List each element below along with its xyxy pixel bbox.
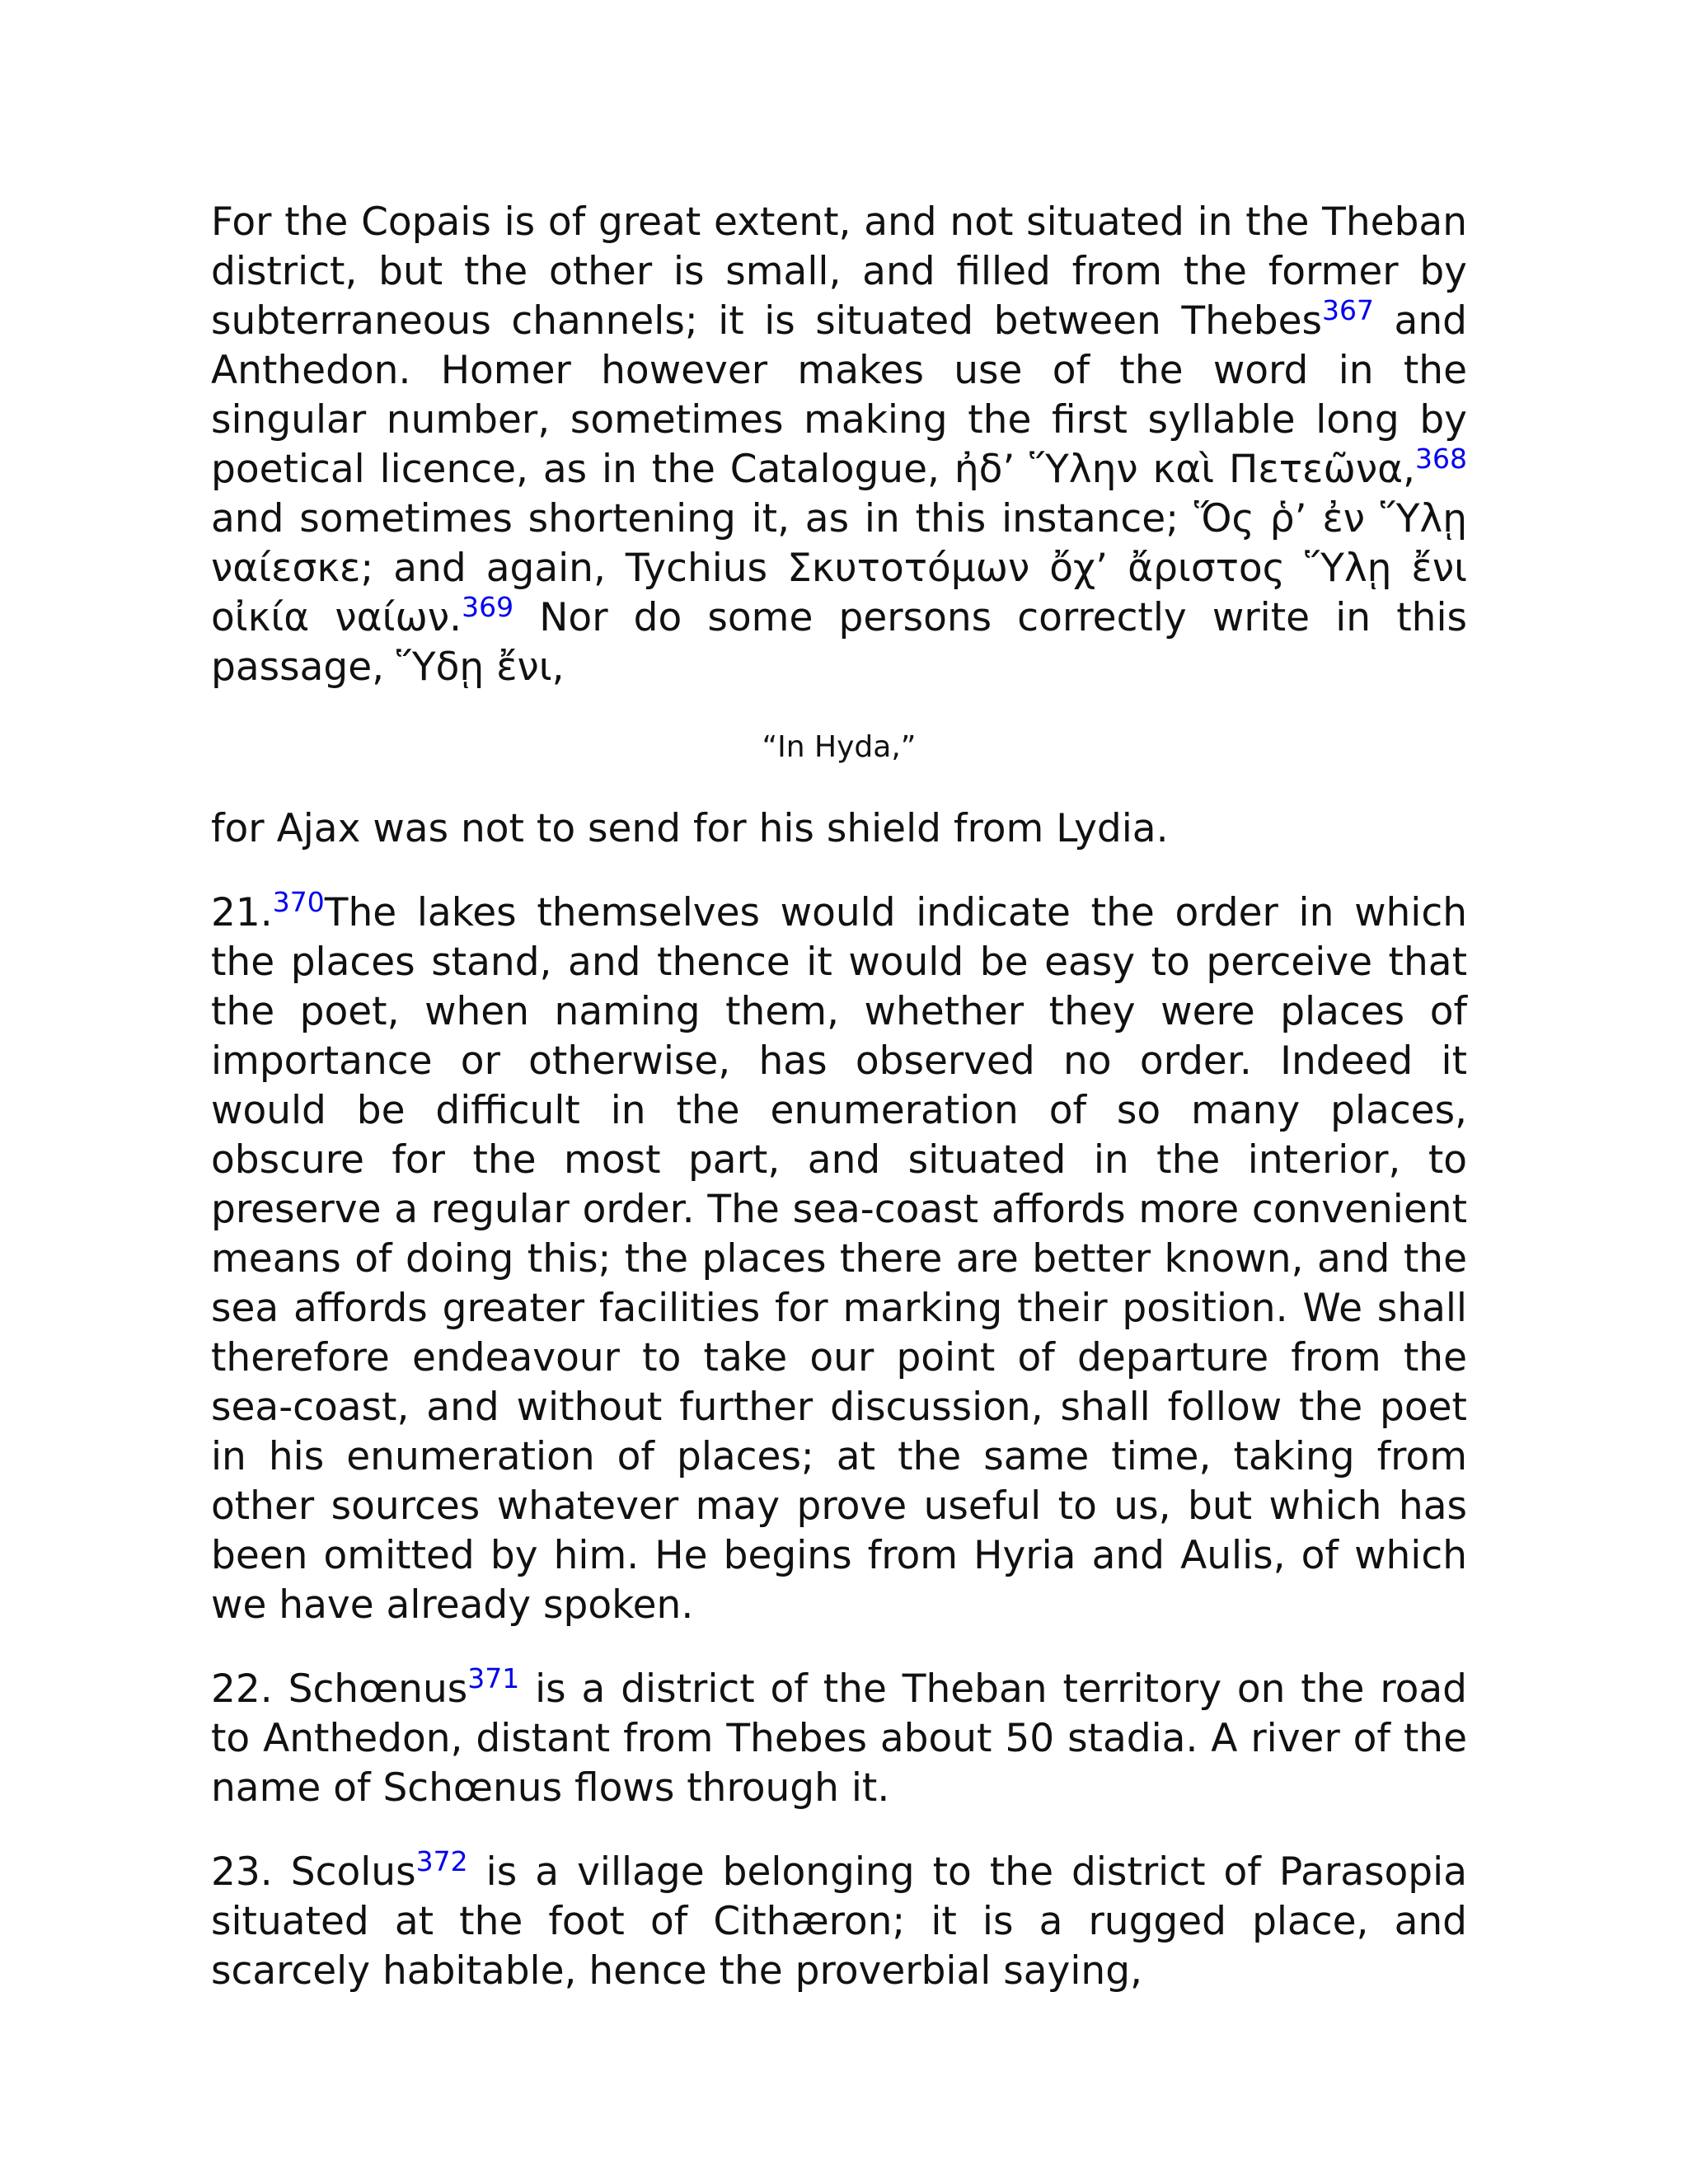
paragraph-section-21 (211, 888, 1467, 1630)
paragraph-section-23 (211, 1845, 1467, 1996)
paragraph-text: and sometimes shortening it, as in this instance; Ὅς ῥ’ ἐν Ὕλῃ ναίεσκε; and again, Tychius Σκυτοτόμων ὄχ’ ἄριστος Ὕλῃ ἔνι οἰκία ναίων. (211, 496, 1467, 640)
paragraph-ajax: for Ajax was not to send for his shield from Lydia. (211, 806, 1169, 851)
paragraph-text: and Anthedon. Homer however makes use of the word in the singular number, sometimes making the first syllable long by poetical licence, as in the Catalogue, ἠδ’ Ὕλην καὶ Πετεῶνα, (211, 298, 1467, 492)
paragraph-text: is a village belonging to the district of Parasopia situated at the foot of Cithæron; it is a rugged place, and scarcely habitable, hence the proverbial saying, (211, 1849, 1467, 1994)
document-page (211, 198, 1467, 1996)
paragraph-text: For the Copais is of great extent, and not situated in the Theban district, but the other is small, and filled from the former by subterraneous channels; it is situated between Thebes (211, 199, 1467, 344)
section-lead: 23. Scolus (211, 1849, 416, 1895)
quote-in-hyda: “In Hyda,” (762, 730, 917, 764)
footnote-link-368[interactable]: 368 (1415, 443, 1467, 475)
section-number: 21. (211, 890, 273, 935)
paragraph-text: The lakes themselves would indicate the order in which the places stand, and thence it would be easy to perceive that the poet, when naming them, whether they were places of importance or otherwise, has observed no order. Indeed it would be difficult in the enumeration of so many places, obscure for the most part, and situated in the interior, to preserve a regular order. The sea-coast affords more convenient means of doing this; the places there are better known, and the sea affords greater facilities for marking their position. We shall therefore endeavour to take our point of departure from the sea-coast, and without further discussion, shall follow the poet in his enumeration of places; at the same time, taking from other sources whatever may prove useful to us, but which has been omitted by him. He begins from Hyria and Aulis, of which we have already spoken. (211, 890, 1467, 1628)
paragraph-text: Nor do some persons correctly write in this passage, Ὕδῃ ἔνι, (211, 595, 1468, 690)
footnote-link-370[interactable]: 370 (272, 886, 325, 918)
paragraph-section-22 (211, 1662, 1467, 1813)
footnote-link-372[interactable]: 372 (415, 1845, 468, 1877)
paragraph-text: is a district of the Theban territory on the road to Anthedon, distant from Thebes about 50 stadia. A river of the name of Schœnus flows through it. (211, 1666, 1467, 1811)
footnote-link-367[interactable]: 367 (1322, 294, 1375, 326)
footnote-link-369[interactable]: 369 (462, 591, 514, 623)
section-lead: 22. Schœnus (211, 1666, 468, 1712)
footnote-link-371[interactable]: 371 (467, 1662, 520, 1694)
paragraph-copais (211, 198, 1467, 692)
